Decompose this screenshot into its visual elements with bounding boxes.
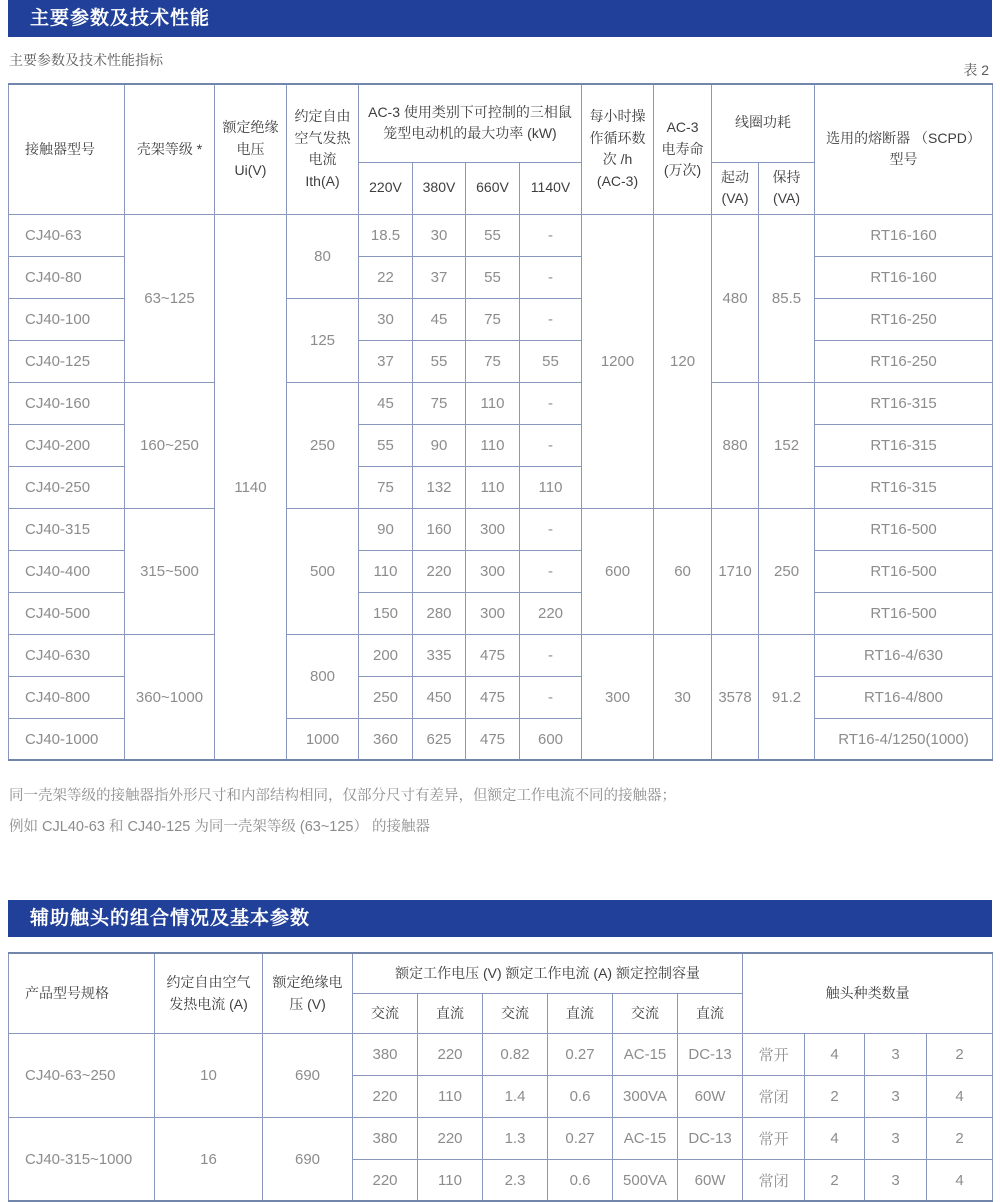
- th-1140v: 1140V: [520, 162, 582, 214]
- th-coil-start: 起动 (VA): [712, 162, 759, 214]
- value-cell: 300VA: [613, 1075, 678, 1117]
- footnote: [8, 781, 992, 843]
- value-cell: DC-13: [678, 1117, 743, 1159]
- value-cell: 0.82: [483, 1033, 548, 1075]
- fuse-cell: RT16-315: [815, 382, 993, 424]
- kw-1140-cell: -: [520, 676, 582, 718]
- ith-cell: 250: [287, 382, 359, 508]
- kw-380-cell: 132: [413, 466, 466, 508]
- coil-start-cell: 1710: [712, 508, 759, 634]
- kw-220-cell: 150: [359, 592, 413, 634]
- value-cell: 0.27: [548, 1117, 613, 1159]
- coil-start-cell: 880: [712, 382, 759, 508]
- cycles-cell: 300: [582, 634, 654, 760]
- footnote-line2: 例如 CJL40-63 和 CJ40-125 为同一壳架等级 (63~125） 的接触器: [9, 819, 431, 836]
- kw-220-cell: 55: [359, 424, 413, 466]
- kw-380-cell: 55: [413, 340, 466, 382]
- frame-cell: 160~250: [125, 382, 215, 508]
- kw-660-cell: 75: [466, 298, 520, 340]
- th-product-model: 产品型号规格: [9, 953, 155, 1033]
- value-cell: 60W: [678, 1159, 743, 1201]
- kw-660-cell: 300: [466, 508, 520, 550]
- model-cell: CJ40-315~1000: [9, 1117, 155, 1201]
- kw-660-cell: 75: [466, 340, 520, 382]
- footnote-line1: 同一壳架等级的接触器指外形尺寸和内部结构相同，仅部分尺寸有差异，但额定工作电流不同的接触器；: [9, 788, 676, 805]
- fuse-cell: RT16-4/630: [815, 634, 993, 676]
- kw-380-cell: 160: [413, 508, 466, 550]
- kw-220-cell: 22: [359, 256, 413, 298]
- kw-1140-cell: -: [520, 550, 582, 592]
- fuse-cell: RT16-500: [815, 550, 993, 592]
- value-cell: AC-15: [613, 1033, 678, 1075]
- ith-cell: 80: [287, 214, 359, 298]
- ith-cell: 1000: [287, 718, 359, 760]
- section1-title-bar: 主要参数及技术性能: [8, 0, 992, 37]
- kw-380-cell: 90: [413, 424, 466, 466]
- th-ac: 交流: [353, 993, 418, 1033]
- kw-1140-cell: 55: [520, 340, 582, 382]
- frame-cell: 63~125: [125, 214, 215, 382]
- coil-hold-cell: 85.5: [759, 214, 815, 382]
- kw-660-cell: 55: [466, 256, 520, 298]
- fuse-cell: RT16-4/800: [815, 676, 993, 718]
- model-cell: CJ40-125: [9, 340, 125, 382]
- value-cell: 0.27: [548, 1033, 613, 1075]
- kw-220-cell: 90: [359, 508, 413, 550]
- count-cell: 2: [805, 1159, 865, 1201]
- count-cell: 4: [927, 1159, 993, 1201]
- kw-380-cell: 37: [413, 256, 466, 298]
- cycles-cell: 1200: [582, 214, 654, 508]
- value-cell: 220: [418, 1033, 483, 1075]
- th-dc: 直流: [678, 993, 743, 1033]
- uv-cell: 690: [263, 1117, 353, 1201]
- kw-380-cell: 335: [413, 634, 466, 676]
- table-header-row: [9, 84, 993, 162]
- value-cell: 1.4: [483, 1075, 548, 1117]
- count-cell: 3: [865, 1159, 927, 1201]
- kw-1140-cell: -: [520, 424, 582, 466]
- th-kw-group: AC-3 使用类别下可控制的三相鼠笼型电动机的最大功率 (kW): [359, 84, 582, 162]
- fuse-cell: RT16-250: [815, 298, 993, 340]
- th-insulation-voltage: 额定绝缘电压 Ui(V): [215, 84, 287, 214]
- life-cell: 30: [654, 634, 712, 760]
- fuse-cell: RT16-160: [815, 256, 993, 298]
- fuse-cell: RT16-315: [815, 466, 993, 508]
- count-cell: 2: [927, 1117, 993, 1159]
- model-cell: CJ40-80: [9, 256, 125, 298]
- section2-title-bar: 辅助触头的组合情况及基本参数: [8, 900, 992, 937]
- kw-660-cell: 475: [466, 634, 520, 676]
- fuse-cell: RT16-500: [815, 508, 993, 550]
- table-row: [9, 382, 993, 424]
- model-cell: CJ40-500: [9, 592, 125, 634]
- kw-220-cell: 75: [359, 466, 413, 508]
- count-cell: 4: [805, 1117, 865, 1159]
- kw-660-cell: 55: [466, 214, 520, 256]
- th-electrical-life: AC-3 电寿命 (万次): [654, 84, 712, 214]
- kw-660-cell: 300: [466, 592, 520, 634]
- life-cell: 120: [654, 214, 712, 508]
- value-cell: 220: [353, 1075, 418, 1117]
- kw-380-cell: 75: [413, 382, 466, 424]
- value-cell: DC-13: [678, 1033, 743, 1075]
- th-insulation-voltage: 额定绝缘电压 (V): [263, 953, 353, 1033]
- value-cell: 380: [353, 1033, 418, 1075]
- frame-cell: 360~1000: [125, 634, 215, 760]
- kw-380-cell: 220: [413, 550, 466, 592]
- kw-220-cell: 200: [359, 634, 413, 676]
- value-cell: AC-15: [613, 1117, 678, 1159]
- kw-220-cell: 250: [359, 676, 413, 718]
- value-cell: 220: [353, 1159, 418, 1201]
- kw-660-cell: 110: [466, 466, 520, 508]
- fuse-cell: RT16-500: [815, 592, 993, 634]
- th-220v: 220V: [359, 162, 413, 214]
- main-params-table: [8, 83, 993, 761]
- cycles-cell: 600: [582, 508, 654, 634]
- th-frame-grade: 壳架等级 *: [125, 84, 215, 214]
- kw-660-cell: 110: [466, 382, 520, 424]
- ith-cell: 125: [287, 298, 359, 382]
- table-row: [9, 214, 993, 256]
- kw-1140-cell: -: [520, 256, 582, 298]
- kw-380-cell: 450: [413, 676, 466, 718]
- th-thermal-current: 约定自由空气发热电流 Ith(A): [287, 84, 359, 214]
- th-coil-hold: 保持 (VA): [759, 162, 815, 214]
- value-cell: 0.6: [548, 1159, 613, 1201]
- life-cell: 60: [654, 508, 712, 634]
- th-fuse-type: 选用的熔断器 （SCPD）型号: [815, 84, 993, 214]
- kw-220-cell: 30: [359, 298, 413, 340]
- th-660v: 660V: [466, 162, 520, 214]
- kw-1140-cell: -: [520, 214, 582, 256]
- model-cell: CJ40-400: [9, 550, 125, 592]
- kw-220-cell: 360: [359, 718, 413, 760]
- value-cell: 2.3: [483, 1159, 548, 1201]
- th-cycles-per-hour: 每小时操作循环数 次 /h (AC-3): [582, 84, 654, 214]
- coil-start-cell: 480: [712, 214, 759, 382]
- model-cell: CJ40-200: [9, 424, 125, 466]
- model-cell: CJ40-630: [9, 634, 125, 676]
- kw-1140-cell: 600: [520, 718, 582, 760]
- table1-subtitle: 主要参数及技术性能指标: [9, 52, 163, 68]
- value-cell: 0.6: [548, 1075, 613, 1117]
- model-cell: CJ40-315: [9, 508, 125, 550]
- kw-1140-cell: 220: [520, 592, 582, 634]
- ith-cell: 10: [155, 1033, 263, 1117]
- contact-type-cell: 常闭: [743, 1159, 805, 1201]
- kw-220-cell: 18.5: [359, 214, 413, 256]
- th-ac: 交流: [483, 993, 548, 1033]
- model-cell: CJ40-1000: [9, 718, 125, 760]
- coil-hold-cell: 152: [759, 382, 815, 508]
- count-cell: 4: [805, 1033, 865, 1075]
- value-cell: 500VA: [613, 1159, 678, 1201]
- value-cell: 60W: [678, 1075, 743, 1117]
- th-thermal-current: 约定自由空气发热电流 (A): [155, 953, 263, 1033]
- ith-cell: 800: [287, 634, 359, 718]
- model-cell: CJ40-100: [9, 298, 125, 340]
- aux-contacts-table: [8, 952, 993, 1202]
- table-row: [9, 634, 993, 676]
- model-cell: CJ40-250: [9, 466, 125, 508]
- count-cell: 4: [927, 1075, 993, 1117]
- ith-cell: 16: [155, 1117, 263, 1201]
- count-cell: 3: [865, 1075, 927, 1117]
- kw-660-cell: 110: [466, 424, 520, 466]
- th-contactor-model: 接触器型号: [9, 84, 125, 214]
- value-cell: 110: [418, 1159, 483, 1201]
- th-dc: 直流: [418, 993, 483, 1033]
- kw-1140-cell: -: [520, 298, 582, 340]
- frame-cell: 315~500: [125, 508, 215, 634]
- kw-1140-cell: 110: [520, 466, 582, 508]
- value-cell: 110: [418, 1075, 483, 1117]
- value-cell: 220: [418, 1117, 483, 1159]
- kw-1140-cell: -: [520, 382, 582, 424]
- value-cell: 1.3: [483, 1117, 548, 1159]
- fuse-cell: RT16-315: [815, 424, 993, 466]
- kw-220-cell: 45: [359, 382, 413, 424]
- kw-1140-cell: -: [520, 508, 582, 550]
- coil-start-cell: 3578: [712, 634, 759, 760]
- kw-1140-cell: -: [520, 634, 582, 676]
- th-380v: 380V: [413, 162, 466, 214]
- fuse-cell: RT16-160: [815, 214, 993, 256]
- coil-hold-cell: 91.2: [759, 634, 815, 760]
- kw-220-cell: 110: [359, 550, 413, 592]
- kw-380-cell: 625: [413, 718, 466, 760]
- th-contact-kinds: 触头种类数量: [743, 953, 993, 1033]
- model-cell: CJ40-800: [9, 676, 125, 718]
- table-row: [9, 508, 993, 550]
- fuse-cell: RT16-4/1250(1000): [815, 718, 993, 760]
- ui-cell: 1140: [215, 214, 287, 760]
- kw-380-cell: 280: [413, 592, 466, 634]
- model-cell: CJ40-160: [9, 382, 125, 424]
- kw-660-cell: 475: [466, 676, 520, 718]
- kw-380-cell: 30: [413, 214, 466, 256]
- model-cell: CJ40-63: [9, 214, 125, 256]
- ith-cell: 500: [287, 508, 359, 634]
- kw-660-cell: 475: [466, 718, 520, 760]
- contact-type-cell: 常开: [743, 1117, 805, 1159]
- th-dc: 直流: [548, 993, 613, 1033]
- contact-type-cell: 常开: [743, 1033, 805, 1075]
- count-cell: 3: [865, 1117, 927, 1159]
- table1-label: 表 2: [963, 62, 989, 78]
- table-row: [9, 1117, 993, 1159]
- kw-660-cell: 300: [466, 550, 520, 592]
- table-header-row: [9, 953, 993, 993]
- count-cell: 2: [805, 1075, 865, 1117]
- table-row: [9, 1033, 993, 1075]
- table1-meta: [8, 37, 992, 83]
- kw-220-cell: 37: [359, 340, 413, 382]
- th-ratings-group: 额定工作电压 (V) 额定工作电流 (A) 额定控制容量: [353, 953, 743, 993]
- coil-hold-cell: 250: [759, 508, 815, 634]
- th-coil-power-group: 线圈功耗: [712, 84, 815, 162]
- th-ac: 交流: [613, 993, 678, 1033]
- uv-cell: 690: [263, 1033, 353, 1117]
- value-cell: 380: [353, 1117, 418, 1159]
- fuse-cell: RT16-250: [815, 340, 993, 382]
- contact-type-cell: 常闭: [743, 1075, 805, 1117]
- kw-380-cell: 45: [413, 298, 466, 340]
- count-cell: 2: [927, 1033, 993, 1075]
- count-cell: 3: [865, 1033, 927, 1075]
- model-cell: CJ40-63~250: [9, 1033, 155, 1117]
